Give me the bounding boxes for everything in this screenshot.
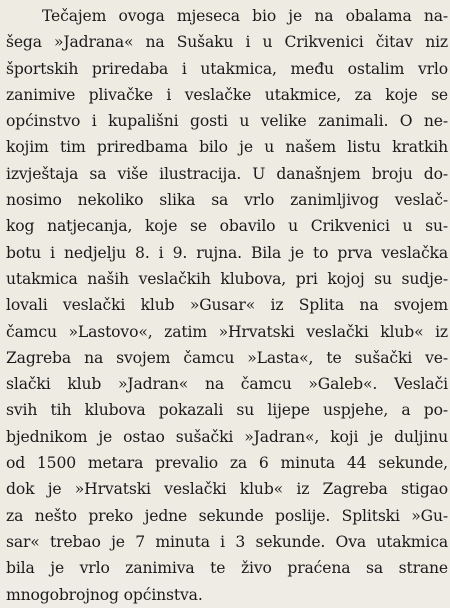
text-line: za nešto preko jedne sekunde poslije. Splitski »Gu- bbox=[6, 506, 448, 525]
text-line: nosimo nekoliko slika sa vrlo zanimljivog veslač- bbox=[6, 191, 448, 210]
text-line: lovali veslački klub »Gusar« iz Splita na svojem bbox=[6, 296, 448, 315]
text-line: od 1500 metara prevalio za 6 minuta 44 sekunde, bbox=[6, 454, 448, 473]
text-line: šega »Jadrana« na Sušaku i u Crikvenici čitav niz bbox=[6, 33, 448, 52]
text-line: slački klub »Jadran« na čamcu »Galeb«. Veslači bbox=[6, 375, 448, 394]
article-text bbox=[6, 0, 448, 608]
text-line: kojim tim priredbama bilo je u našem listu kratkih bbox=[6, 138, 448, 157]
text-line-last: mnogobrojnog općinstva. bbox=[6, 585, 203, 604]
text-line: Tečajem ovoga mjeseca bio je na obalama na- bbox=[42, 7, 448, 25]
text-line: utakmica naših veslačkih klubova, pri kojoj su sudje- bbox=[6, 269, 448, 288]
text-line: dok je »Hrvatski veslački klub« iz Zagreba stigao bbox=[6, 480, 448, 499]
text-line: izvještaja sa više ilustracija. U današnjem broju do- bbox=[6, 164, 448, 183]
text-line: sar« trebao je 7 minuta i 3 sekunde. Ova utakmica bbox=[6, 532, 448, 551]
text-line: bjednikom je ostao sušački »Jadran«, koji je duljinu bbox=[6, 427, 448, 446]
text-line: kog natjecanja, koje se obavilo u Crikvenici u su- bbox=[6, 217, 448, 236]
text-line: čamcu »Lastovo«, zatim »Hrvatski veslački klub« iz bbox=[6, 322, 448, 341]
text-line: svih tih klubova pokazali su lijepe uspjehe, a po- bbox=[6, 401, 448, 420]
text-line: botu i nedjelju 8. i 9. rujna. Bila je to prva veslačka bbox=[6, 243, 448, 262]
text-line: Zagreba na svojem čamcu »Lasta«, te sušački ve- bbox=[6, 348, 448, 367]
text-line: športskih priredaba i utakmica, među ostalim vrlo bbox=[6, 59, 448, 78]
text-line: bila je vrlo zanimiva te živo praćena sa strane bbox=[6, 559, 448, 578]
text-line: općinstvo i kupališni gosti u velike zanimali. O ne- bbox=[6, 112, 448, 131]
text-line: zanimive plivačke i veslačke utakmice, za koje se bbox=[6, 85, 448, 104]
